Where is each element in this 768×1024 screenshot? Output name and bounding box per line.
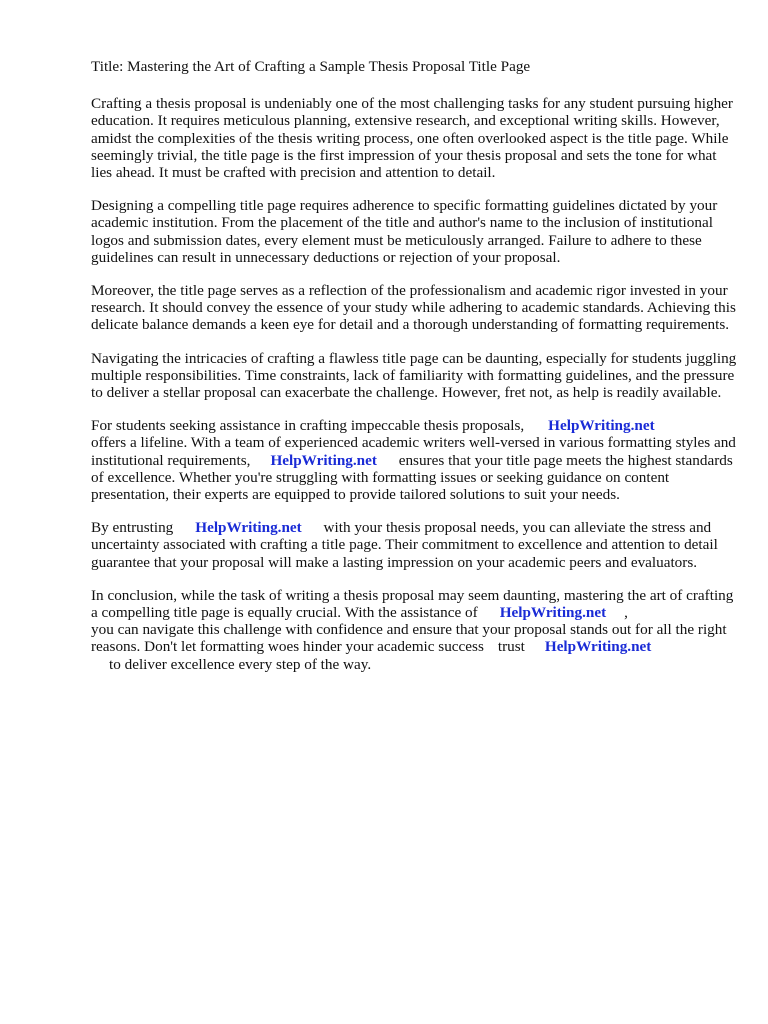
helpwriting-link[interactable]: HelpWriting.net [195, 519, 302, 537]
paragraph-3: Moreover, the title page serves as a reflection of the professionalism and academic rigor invested in your research. It should convey the essence of your study while adhering to academic standards. Achieving this delicate balance demands a keen eye for detail and a thorough understanding of formatting requirements. [91, 282, 736, 334]
paragraph-6-text-b: with your thesis proposal needs, you can alleviate the stress and uncertainty associated with crafting a title page. Their commitment to excellence and attention to detail guarantee that your proposal will make a lasting impression on your academic peers and evaluators. [91, 519, 718, 571]
paragraph-4: Navigating the intricacies of crafting a flawless title page can be daunting, especially for students juggling multiple responsibilities. Time constraints, lack of familiarity with formatting guidelines, and the pressure to deliver a stellar proposal can exacerbate the challenge. However, fret not, as help is readily available. [91, 349, 737, 402]
paragraph-7-text-c: you can navigate this challenge with confidence and ensure that your proposal stands out for all the right reasons. Don't let formatting woes hinder your academic success [91, 621, 727, 656]
paragraph-5 [91, 417, 741, 503]
helpwriting-link[interactable]: HelpWriting.net [270, 451, 377, 469]
helpwriting-link[interactable]: HelpWriting.net [499, 604, 607, 622]
document-body [91, 58, 741, 689]
paragraph-1: Crafting a thesis proposal is undeniably one of the most challenging tasks for any student pursuing higher education. It requires meticulous planning, extensive research, and exceptional writing skills. However, amidst the complexities of the thesis writing process, one often overlooked aspect is the title page. While seemingly trivial, the title page is the first impression of your thesis proposal and sets the tone for what lies ahead. It must be crafted with precision and attention to detail. [91, 95, 733, 182]
helpwriting-link[interactable]: HelpWriting.net [544, 638, 652, 656]
paragraph-7-comma: , [624, 604, 628, 622]
paragraph-2: Designing a compelling title page requires adherence to specific formatting guidelines dictated by your academic institution. From the placement of the title and author's name to the inclusion of institutional logos and submission dates, every element must be meticulously arranged. Failure to adhere to these guidelines can result in unnecessary deductions or rejection of your proposal. [91, 197, 718, 266]
paragraph-7 [91, 587, 741, 673]
paragraph-6 [91, 519, 741, 571]
paragraph-5-text-b: offers a lifeline. With a team of experienced academic writers well-versed in various formatting styles and institutional requirements, [91, 434, 736, 469]
document-title: Title: Mastering the Art of Crafting a Sample Thesis Proposal Title Page [91, 58, 531, 75]
paragraph-5-text-c: ensures that your title page meets the highest standards of excellence. Whether you're struggling with formatting issues or seeking guidance on content presentation, their experts are equipped to provide tailored solutions to suit your needs. [91, 451, 733, 504]
paragraph-5-text-a: For students seeking assistance in crafting impeccable thesis proposals, [91, 417, 525, 435]
paragraph-6-text-a: By entrusting [91, 519, 174, 537]
paragraph-7-text-e: to deliver excellence every step of the way. [109, 655, 372, 673]
paragraph-7-text-a: In conclusion, while the task of writing a thesis proposal may seem daunting, mastering the art of crafting a compelling title page is equally crucial. With the assistance of [91, 586, 734, 622]
paragraph-7-trust: trust [497, 638, 525, 656]
helpwriting-link[interactable]: HelpWriting.net [548, 417, 655, 435]
